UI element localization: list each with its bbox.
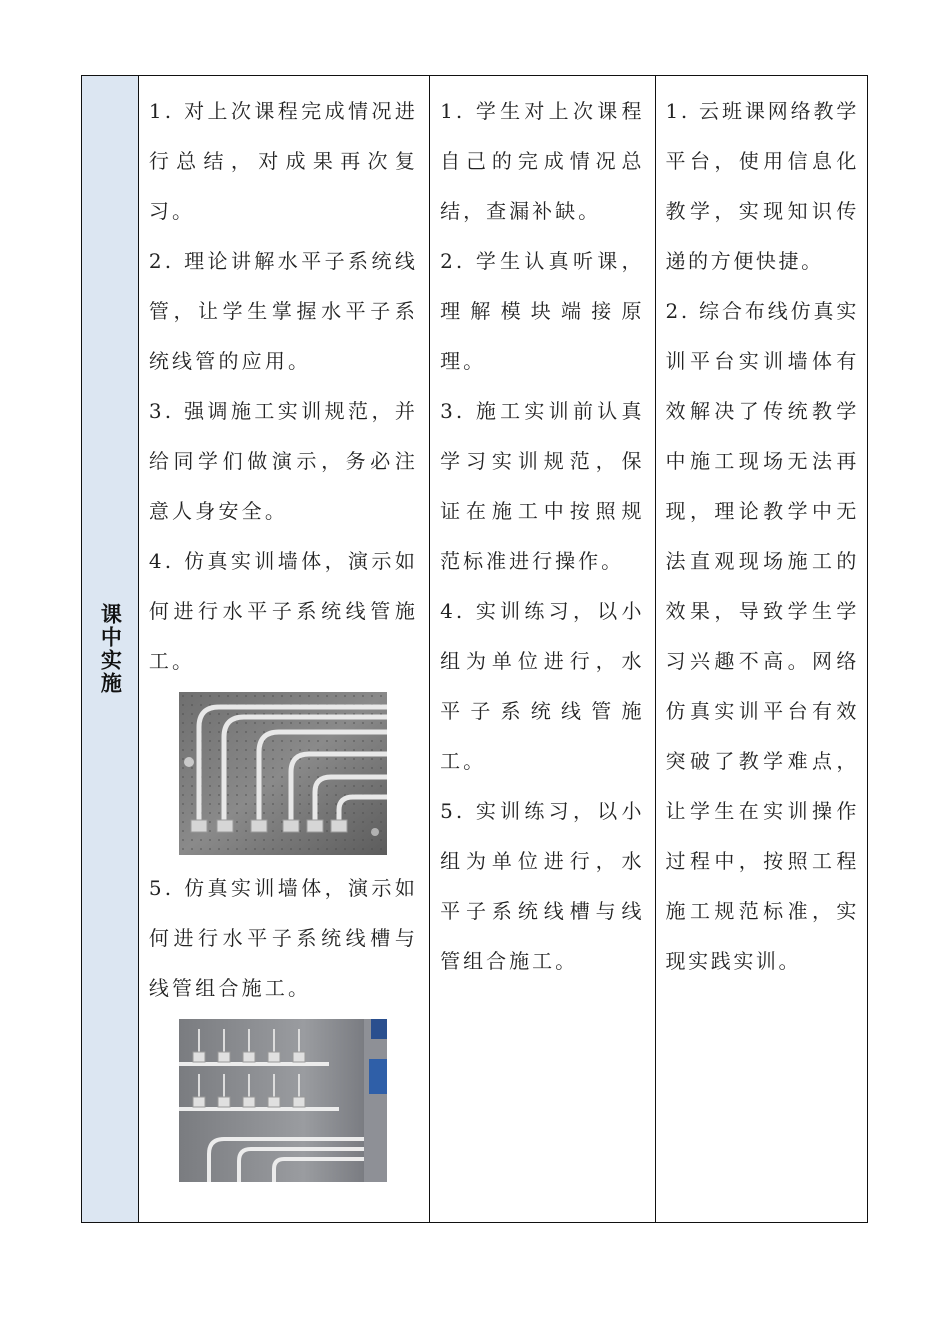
teacher-item-3: 3. 强调施工实训规范，并给同学们做演示，务必注意人身安全。	[148, 399, 419, 523]
teacher-item-4: 4. 仿真实训墙体，演示如何进行水平子系统线管施工。	[148, 549, 419, 673]
student-item-1: 1. 学生对上次课程自己的完成情况总结，查漏补缺。	[440, 99, 645, 223]
student-item-5: 5. 实训练习，以小组为单位进行，水平子系统线槽与线管组合施工。	[440, 799, 645, 973]
lesson-plan-table	[81, 75, 868, 1223]
student-activity-cell	[430, 76, 655, 1222]
section-label: 课中实施	[98, 603, 123, 695]
student-item-3: 3. 施工实训前认真学习实训规范，保证在施工中按照规范标准进行操作。	[440, 399, 645, 573]
teacher-item-5: 5. 仿真实训墙体，演示如何进行水平子系统线槽与线管组合施工。	[148, 876, 419, 1000]
teaching-means-cell	[656, 76, 867, 1222]
teacher-item-1: 1. 对上次课程完成情况进行总结，对成果再次复习。	[148, 99, 419, 223]
conduit-wall-photo-2	[149, 1019, 418, 1182]
means-item-2: 2. 综合布线仿真实训平台实训墙体有效解决了传统教学中施工现场无法再现，理论教学中无法直观现场施工的效果，导致学生学习兴趣不高。网络仿真实训平台有效突破了教学难点，让学生在实训操作过程中，按照工程施工规范标准，实现实践实训。	[665, 299, 859, 973]
student-item-2: 2. 学生认真听课，理解模块端接原理。	[440, 249, 645, 373]
means-item-1: 1. 云班课网络教学平台，使用信息化教学，实现知识传递的方便快捷。	[665, 99, 859, 273]
student-item-4: 4. 实训练习，以小组为单位进行，水平子系统线管施工。	[440, 599, 645, 773]
teacher-item-2: 2. 理论讲解水平子系统线管，让学生掌握水平子系统线管的应用。	[148, 249, 419, 373]
conduit-wall-photo-icon	[179, 692, 387, 855]
trunking-wall-photo-icon	[179, 1019, 387, 1182]
conduit-wall-photo-1	[149, 692, 418, 855]
section-label-cell	[82, 76, 139, 1222]
teacher-activity-cell	[139, 76, 430, 1222]
